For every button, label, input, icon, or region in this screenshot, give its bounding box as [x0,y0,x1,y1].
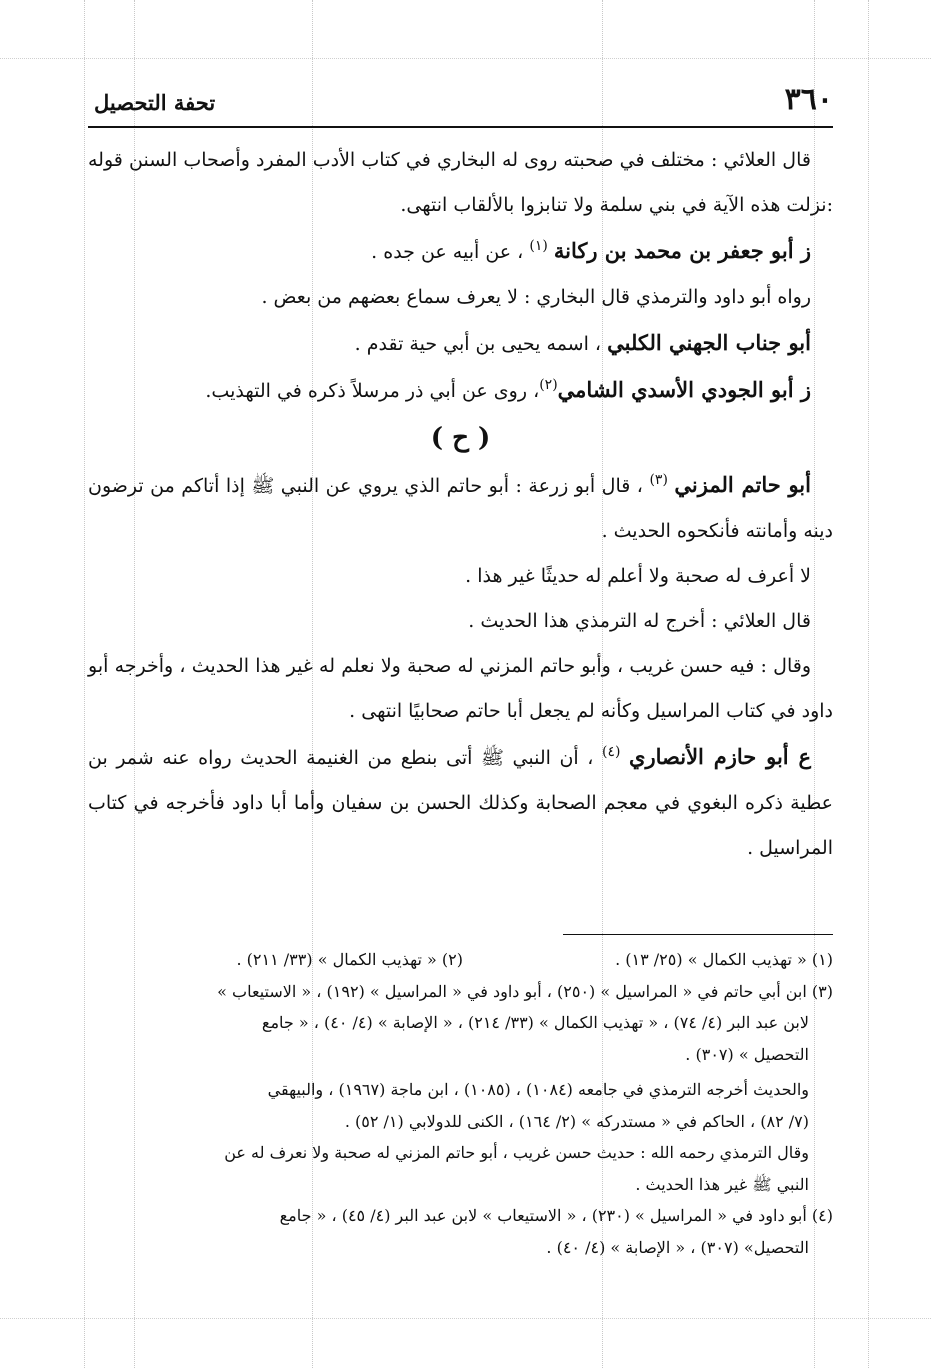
footnote-3-line: وقال الترمذي رحمه الله : حديث حسن غريب ، أبو حاتم المزني له صحبة ولا نعرف له عن [224,1143,809,1162]
entry-abu-janab [88,320,833,367]
footnote-4-line: التحصيل» (٣٠٧) ، « الإصابة » (٤/ ٤٠) . [546,1237,809,1257]
entry-text: ، قال أبو زرعة : أبو حاتم الذي يروي عن النبي ﷺ إذا أتاكم من ترضون دينه وأمانته فأنكحوه الحديث . [88,475,833,542]
entry-name: ز أبو الجودي الأسدي الشامي [557,377,811,402]
entry-abu-hazim [88,734,833,871]
scan-guide-line [0,58,931,59]
page-number: ٣٦٠ [784,82,833,117]
entry-abu-jafar [88,228,833,275]
footnote-ref: (١) [529,238,548,254]
header-rule [88,126,833,128]
footnote-ref: (٣) [649,472,668,488]
paragraph: رواه أبو داود والترمذي قال البخاري : لا يعرف سماع بعضهم من بعض . [261,286,811,308]
footnote-ref: (٢) [539,377,558,393]
footnote-1: (١) « تهذيب الكمال » (٢٥/ ١٣) . [615,950,833,969]
footnote-3-line: والحديث أخرجه الترمذي في جامعه (١٠٨٤) ، (١٠٨٥) ، ابن ماجة (١٩٦٧) ، والبيهقي [267,1080,809,1099]
footnote-3-line: التحصيل » (٣٠٧) . [685,1044,809,1064]
entry-abu-hatim [88,462,833,554]
entry-abu-al-jawdi [88,367,833,414]
entry-text: ، روى عن أبي ذر مرسلاً ذكره في التهذيب. [205,380,540,402]
footnote-3-line: لابن عبد البر (٤/ ٧٤) ، « تهذيب الكمال » (٣٣/ ٢١٤) ، « الإصابة » (٤/ ٤٠) ، « جامع [261,1013,809,1032]
page-header [88,80,833,124]
entry-text: ، عن أبيه عن جده . [371,241,524,263]
entry-name: أبو جناب الجهني الكلبي [607,330,811,355]
entry-name: أبو حاتم المزني [674,472,811,497]
footnotes [88,944,833,1263]
footnote-3-line: (٣) ابن أبي حاتم في « المراسيل » (٢٥٠) ، أبو داود في « المراسيل » (١٩٢) ، « الاستيعاب » [217,981,833,1001]
section-heading: ( ح ) [430,423,491,453]
paragraph: وقال : فيه حسن غريب ، وأبو حاتم المزني له صحبة ولا نعلم له غير هذا الحديث ، وأخرجه أبو داود في كتاب المراسيل وكأنه لم يجعل أبا حاتم صحابيًا انتهى . [88,655,833,722]
paragraph: قال العلائي : مختلف في صحبته روى له البخاري في كتاب الأدب المفرد وأصحاب السنن قوله :نزلت هذه الآية في بني سلمة ولا تنابزوا بالألقاب انتهى. [88,149,833,216]
paragraph: لا أعرف له صحبة ولا أعلم له حديثًا غير هذا . [465,565,811,587]
entry-text: ، أن النبي ﷺ أتى بنطع من الغنيمة الحديث رواه عنه شمر بن عطية ذكره البغوي في معجم الصحابة وكذلك الحسن بن سفيان وأما أبا داود فأخرجه في كتاب المراسيل . [88,747,833,859]
footnote-2: (٢) « تهذيب الكمال » (٣٣/ ٢١١) . [236,950,463,969]
footnote-ref: (٤) [602,744,621,760]
footnote-3-line: (٧/ ٨٢) ، الحاكم في « مستدركه » (٢/ ١٦٤) ، الكنى للدولابي (١/ ٥٢) . [344,1111,809,1131]
entry-name: ز أبو جعفر بن محمد بن ركانة [553,238,811,263]
scan-guide-line [868,0,869,1368]
footnote-3-line: النبي ﷺ غير هذا الحديث . [635,1174,809,1194]
running-title: تحفة التحصيل [94,90,216,115]
entry-name: ع أبو حازم الأنصاري [629,744,812,769]
footnote-1-2 [88,944,833,976]
main-text [88,138,833,871]
footnote-rule [563,934,833,935]
paragraph: قال العلائي : أخرج له الترمذي هذا الحديث . [468,610,811,632]
scan-guide-line [84,0,85,1368]
footnote-4-line: (٤) أبو داود في « المراسيل » (٢٣٠) ، « الاستيعاب » لابن عبد البر (٤/ ٤٥) ، « جامع [279,1206,833,1225]
scan-guide-line [0,1318,931,1319]
entry-text: ، اسمه يحيى بن أبي حية تقدم . [354,333,602,355]
